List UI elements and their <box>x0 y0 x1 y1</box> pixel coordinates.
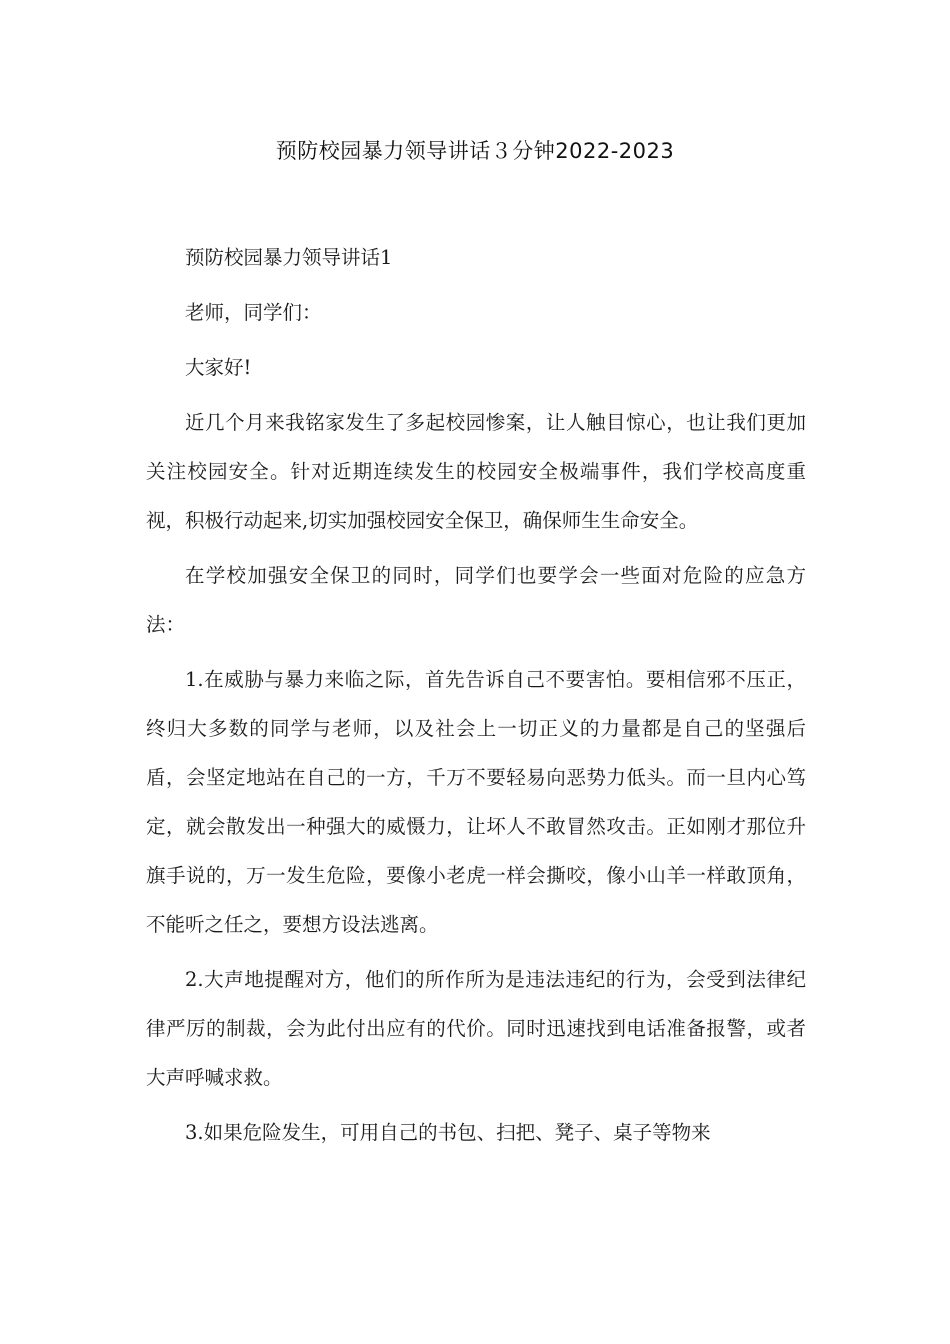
document-body <box>146 233 806 1157</box>
paragraph-point-3: 3.如果危险发生，可用自己的书包、扫把、凳子、桌子等物来 <box>185 1121 711 1144</box>
paragraph-methods-intro: 在学校加强安全保卫的同时，同学们也要学会一些面对危险的应急方法： <box>146 564 806 636</box>
speech-heading: 预防校园暴力领导讲话1 <box>185 246 393 269</box>
paragraph-point-1: 1.在威胁与暴力来临之际，首先告诉自己不要害怕。要相信邪不压正，终归大多数的同学与老师，以及社会上一切正义的力量都是自己的坚强后盾，会坚定地站在自己的一方，千万不要轻易向恶势力低头。而一旦内心笃定，就会散发出一种强大的威慑力，让坏人不敢冒然攻击。正如刚才那位升旗手说的，万一发生危险，要像小老虎一样会撕咬，像小山羊一样敢顶角，不能听之任之，要想方设法逃离。 <box>146 668 806 936</box>
paragraph-intro: 近几个月来我铭家发生了多起校园惨案，让人触目惊心，也让我们更加关注校园安全。针对近期连续发生的校园安全极端事件，我们学校高度重视，积极行动起来,切实加强校园安全保卫，确保师生生命安全。 <box>146 411 806 532</box>
salutation: 老师，同学们： <box>185 301 322 324</box>
paragraph-point-2: 2.大声地提醒对方，他们的所作所为是违法违纪的行为，会受到法律纪律严厉的制裁，会为此付出应有的代价。同时迅速找到电话准备报警，或者大声呼喊求救。 <box>146 968 806 1089</box>
greeting: 大家好! <box>185 356 252 379</box>
document-title: 预防校园暴力领导讲话３分钟2022-2023 <box>275 139 675 163</box>
